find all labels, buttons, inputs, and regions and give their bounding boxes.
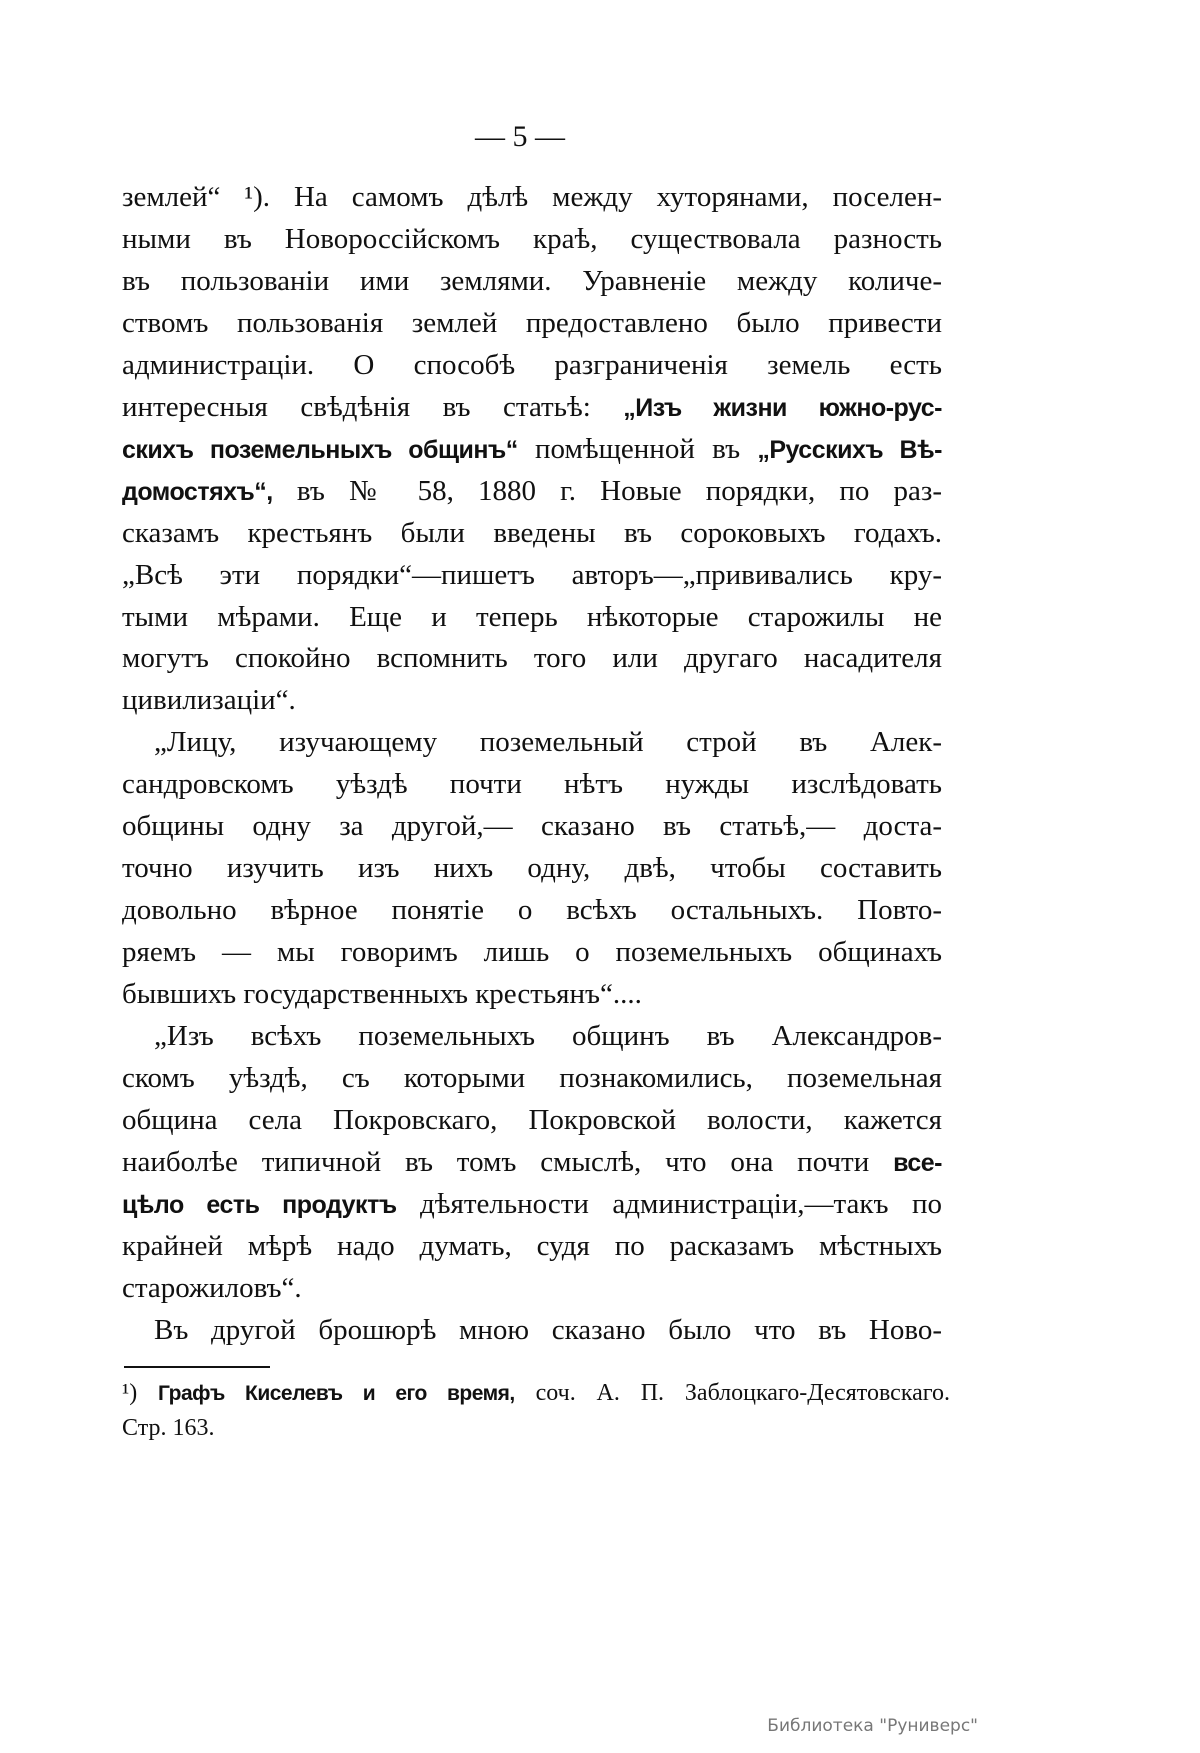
bold-citation: „Изъ жизни южно-рус- [623,393,942,422]
text-segment: соч. А. П. Заблоцкаго-Десятовскаго. [514,1380,951,1406]
text-line [122,1145,942,1180]
page-number: — 5 — [475,120,565,153]
text-line [122,1187,942,1222]
text-segment: въ пользованiи ими землями. Уравненiе между количе- [122,264,942,297]
text-segment: община села Покровскаго, Покровской волости, кажется [122,1103,942,1136]
text-line [122,306,942,340]
text-segment: ствомъ пользованiя землей предоставлено было привести [122,306,942,339]
footnote-divider [124,1366,270,1368]
text-segment: ряемъ — мы говоримъ лишь о поземельныхъ общинахъ [122,936,942,969]
bold-citation: домостяхъ“, [122,477,273,506]
text-segment: наиболѣе типичной въ томъ смыслѣ, что она почти [122,1145,894,1178]
text-line [122,1313,942,1347]
text-line [122,348,942,382]
text-line [122,1061,942,1095]
text-segment: Стр. 163. [122,1415,215,1441]
text-segment: крайней мѣрѣ надо думать, судя по расказамъ мѣстныхъ [122,1229,942,1262]
bold-citation: цѣло есть продуктъ [122,1190,397,1219]
text-line [122,1229,942,1263]
text-segment: помѣщенной въ [517,432,758,465]
bold-citation: все- [893,1148,942,1177]
text-segment: „Лицу, изучающему поземельный строй въ Алек- [154,726,942,759]
text-line [122,474,942,509]
text-line [122,222,942,256]
text-segment: Въ другой брошюрѣ мною сказано было что въ Ново- [154,1313,942,1346]
bold-citation: скихъ поземельныхъ общинъ“ [122,435,518,464]
text-line [122,180,942,214]
text-segment: точно изучить изъ нихъ одну, двѣ, чтобы составить [122,852,942,885]
text-line [122,558,942,592]
text-segment: старожиловъ“. [122,1271,302,1304]
text-segment: общины одну за другой,— сказано въ статьѣ,— доста- [122,810,942,843]
text-segment: сандровскомъ уѣздѣ почти нѣтъ нужды изслѣдовать [122,768,942,801]
text-segment: интересныя свѣдѣнiя въ статьѣ: [122,390,624,423]
text-line [122,725,942,759]
text-segment: землей“ ¹). На самомъ дѣлѣ между хуторянами, поселен- [122,181,942,213]
text-segment: цивилизацiи“. [122,684,296,717]
bold-citation: Графъ Киселевъ и его время, [158,1382,515,1405]
text-line [122,977,942,1011]
text-line [122,851,942,885]
text-segment: довольно вѣрное понятiе о всѣхъ остальныхъ. Повто- [122,894,942,927]
text-line [122,641,942,675]
text-line [122,767,942,801]
text-segment: „Всѣ эти порядки“—пишетъ авторъ—„прививались кру- [122,558,942,591]
text-line [122,809,942,843]
text-segment: скомъ уѣздѣ, съ которыми познакомились, поземельная [122,1061,942,1094]
footnote-line [122,1413,950,1443]
text-segment: въ № 58, 1880 г. Новые порядки, по раз- [272,474,942,507]
text-line [122,935,942,969]
text-segment: „Изъ всѣхъ поземельныхъ общинъ въ Александров- [154,1020,942,1052]
text-segment: дѣятельности администрацiи,—такъ по [396,1187,942,1220]
text-line [122,390,942,425]
text-segment: ¹) [122,1380,159,1406]
text-line [122,516,942,550]
text-line [122,432,942,467]
text-line [122,264,942,298]
text-segment: администрацiи. О способѣ разграниченiя земель есть [122,348,942,381]
text-segment: бывшихъ государственныхъ крестьянъ“.... [122,978,642,1011]
text-line [122,1019,942,1053]
footnote-line [122,1378,950,1409]
text-line [122,893,942,927]
text-segment: могутъ спокойно вспомнить того или другаго насадителя [122,642,942,675]
text-segment: ными въ Новороссiйскомъ краѣ, существовала разность [122,222,942,255]
text-line [122,1103,942,1137]
text-line [122,683,942,717]
text-line [122,600,942,634]
text-line [122,1271,942,1305]
library-watermark: Библиотека "Руниверс" [767,1716,978,1736]
bold-citation: „Русскихъ Вѣ- [757,435,942,464]
text-segment: тыми мѣрами. Еще и теперь нѣкоторые старожилы не [122,600,942,633]
text-segment: сказамъ крестьянъ были введены въ сороковыхъ годахъ. [122,516,942,549]
